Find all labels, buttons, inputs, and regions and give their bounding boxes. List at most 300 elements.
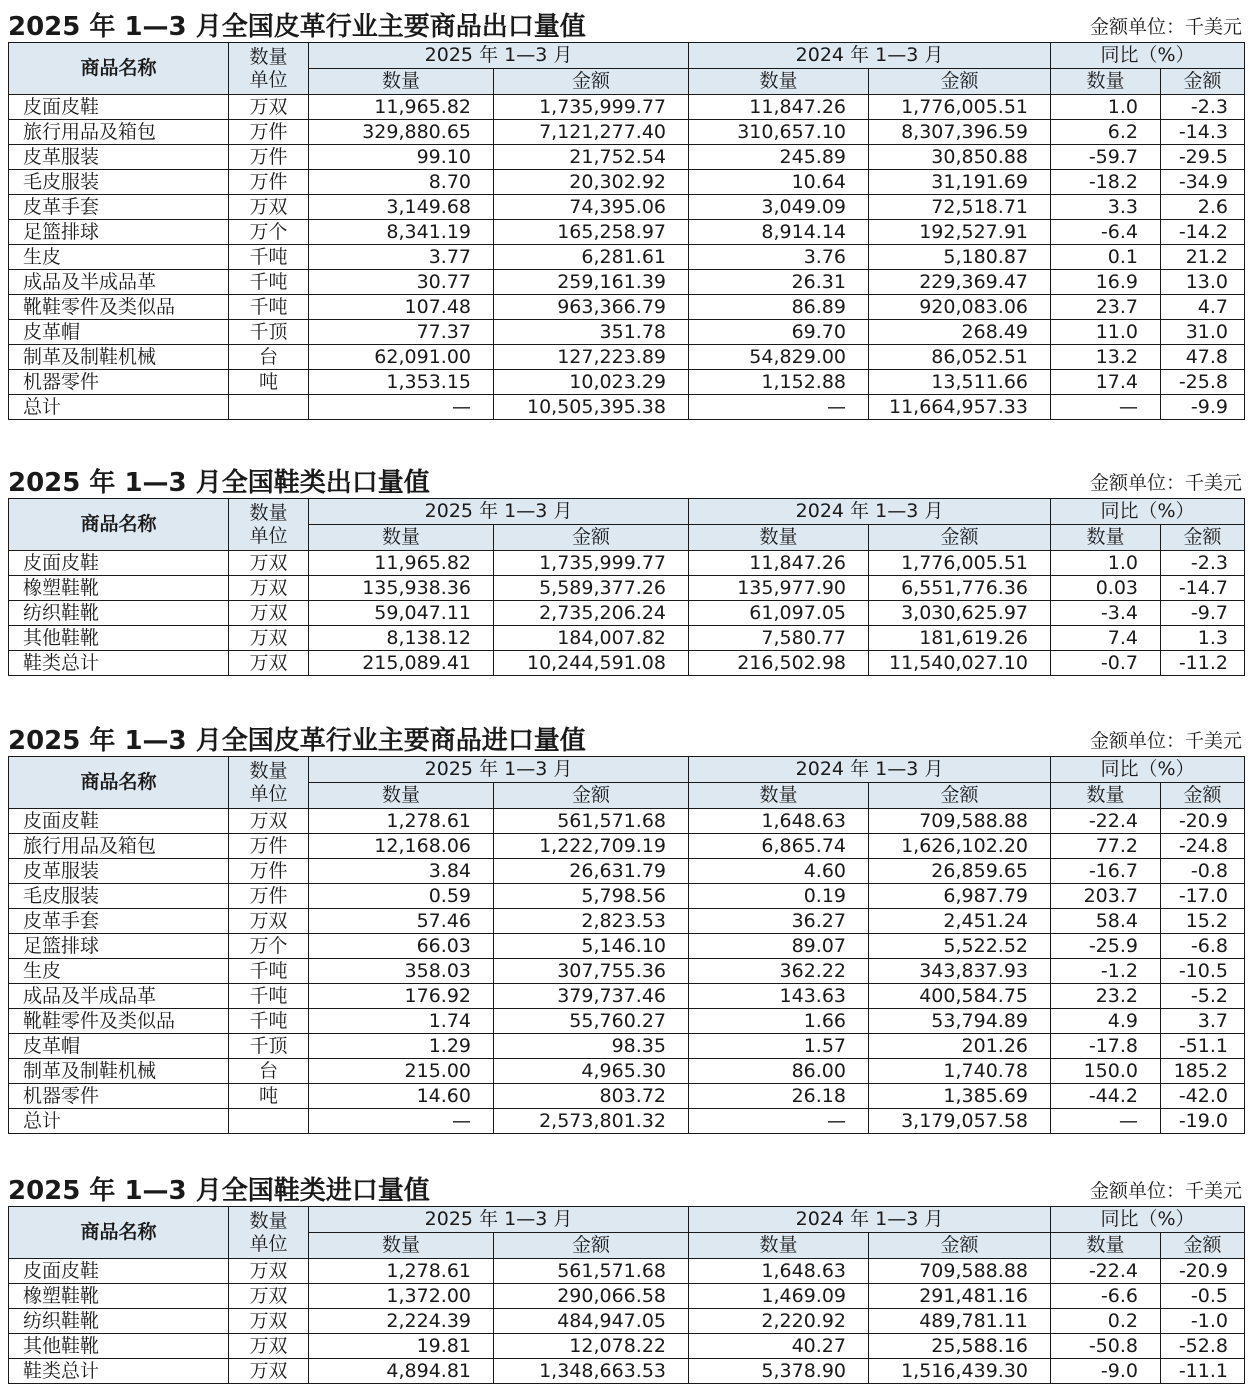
quantity-2024-cell: 2,220.92 bbox=[689, 1309, 869, 1334]
amount-2024-cell: 1,776,005.51 bbox=[869, 551, 1051, 576]
product-name-cell: 纺织鞋靴 bbox=[9, 601, 229, 626]
unit-cell: 万双 bbox=[229, 601, 309, 626]
yoy-quantity-cell: -25.9 bbox=[1051, 934, 1161, 959]
table-row bbox=[9, 320, 1245, 345]
amount-2025-cell: 2,823.53 bbox=[494, 909, 689, 934]
product-name-cell: 制革及制鞋机械 bbox=[9, 1059, 229, 1084]
quantity-2025-cell: 176.92 bbox=[309, 984, 494, 1009]
amount-2025-cell: 127,223.89 bbox=[494, 345, 689, 370]
product-name-cell: 机器零件 bbox=[9, 1084, 229, 1109]
amount-2024-cell: 400,584.75 bbox=[869, 984, 1051, 1009]
amount-2025-cell: 12,078.22 bbox=[494, 1334, 689, 1359]
header-product-name: 商品名称 bbox=[9, 1207, 229, 1259]
amount-2025-cell: 290,066.58 bbox=[494, 1284, 689, 1309]
yoy-quantity-cell: -22.4 bbox=[1051, 809, 1161, 834]
quantity-2025-cell: 99.10 bbox=[309, 145, 494, 170]
quantity-2024-cell: 3.76 bbox=[689, 245, 869, 270]
header-period-2024: 2024 年 1—3 月 bbox=[689, 757, 1051, 783]
product-name-cell: 毛皮服装 bbox=[9, 170, 229, 195]
yoy-quantity-cell: 0.2 bbox=[1051, 1309, 1161, 1334]
header-yoy: 同比（%） bbox=[1051, 43, 1245, 69]
quantity-2025-cell: 358.03 bbox=[309, 959, 494, 984]
unit-cell: 万双 bbox=[229, 1284, 309, 1309]
unit-cell: 万双 bbox=[229, 576, 309, 601]
table-row bbox=[9, 1084, 1245, 1109]
unit-cell: 万件 bbox=[229, 859, 309, 884]
product-name-cell: 橡塑鞋靴 bbox=[9, 1284, 229, 1309]
product-name-cell: 总计 bbox=[9, 395, 229, 420]
yoy-quantity-cell: -50.8 bbox=[1051, 1334, 1161, 1359]
unit-cell: 万双 bbox=[229, 195, 309, 220]
unit-cell: 千吨 bbox=[229, 984, 309, 1009]
table-row bbox=[9, 834, 1245, 859]
product-name-cell: 靴鞋零件及类似品 bbox=[9, 295, 229, 320]
unit-cell: 万双 bbox=[229, 1259, 309, 1284]
yoy-amount-cell: 31.0 bbox=[1161, 320, 1245, 345]
yoy-quantity-cell: 23.7 bbox=[1051, 295, 1161, 320]
product-name-cell: 皮革帽 bbox=[9, 320, 229, 345]
unit-cell: 万件 bbox=[229, 120, 309, 145]
table-title: 2025 年 1—3 月全国皮革行业主要商品出口量值 bbox=[8, 12, 586, 42]
quantity-2025-cell: 8.70 bbox=[309, 170, 494, 195]
amount-2025-cell: 10,505,395.38 bbox=[494, 395, 689, 420]
yoy-quantity-cell: -0.7 bbox=[1051, 651, 1161, 676]
header-quantity: 数量 bbox=[309, 783, 494, 809]
amount-2024-cell: 268.49 bbox=[869, 320, 1051, 345]
quantity-2024-cell: 362.22 bbox=[689, 959, 869, 984]
quantity-2025-cell: 1.74 bbox=[309, 1009, 494, 1034]
yoy-quantity-cell: 13.2 bbox=[1051, 345, 1161, 370]
amount-unit-note: 金额单位：千美元 bbox=[1089, 472, 1242, 494]
header-yoy: 同比（%） bbox=[1051, 757, 1245, 783]
yoy-amount-cell: 3.7 bbox=[1161, 1009, 1245, 1034]
amount-2024-cell: 291,481.16 bbox=[869, 1284, 1051, 1309]
amount-2025-cell: 5,589,377.26 bbox=[494, 576, 689, 601]
yoy-quantity-cell: -44.2 bbox=[1051, 1084, 1161, 1109]
header-yoy: 同比（%） bbox=[1051, 1207, 1245, 1233]
quantity-2024-cell: 245.89 bbox=[689, 145, 869, 170]
amount-unit-note: 金额单位：千美元 bbox=[1089, 16, 1242, 38]
unit-cell: 台 bbox=[229, 1059, 309, 1084]
table-row bbox=[9, 195, 1245, 220]
product-name-cell: 皮革手套 bbox=[9, 195, 229, 220]
amount-2024-cell: 13,511.66 bbox=[869, 370, 1051, 395]
amount-2025-cell: 21,752.54 bbox=[494, 145, 689, 170]
amount-2024-cell: 26,859.65 bbox=[869, 859, 1051, 884]
quantity-2025-cell: 19.81 bbox=[309, 1334, 494, 1359]
yoy-amount-cell: -14.3 bbox=[1161, 120, 1245, 145]
product-name-cell: 机器零件 bbox=[9, 370, 229, 395]
table-header bbox=[9, 757, 1245, 809]
table-row bbox=[9, 651, 1245, 676]
header-quantity: 数量 bbox=[689, 69, 869, 95]
amount-2024-cell: 5,522.52 bbox=[869, 934, 1051, 959]
yoy-quantity-cell: -6.6 bbox=[1051, 1284, 1161, 1309]
amount-2024-cell: 709,588.88 bbox=[869, 809, 1051, 834]
product-name-cell: 旅行用品及箱包 bbox=[9, 120, 229, 145]
header-unit-line1: 数量 bbox=[249, 45, 288, 68]
amount-2024-cell: 31,191.69 bbox=[869, 170, 1051, 195]
yoy-quantity-cell: 1.0 bbox=[1051, 95, 1161, 120]
yoy-quantity-cell: 6.2 bbox=[1051, 120, 1161, 145]
table-title: 2025 年 1—3 月全国鞋类进口量值 bbox=[8, 1176, 430, 1206]
header-amount: 金额 bbox=[869, 1233, 1051, 1259]
quantity-2024-cell: 8,914.14 bbox=[689, 220, 869, 245]
yoy-quantity-cell: 1.0 bbox=[1051, 551, 1161, 576]
yoy-amount-cell: 4.7 bbox=[1161, 295, 1245, 320]
product-name-cell: 其他鞋靴 bbox=[9, 1334, 229, 1359]
table-row bbox=[9, 1359, 1245, 1384]
table-row bbox=[9, 1034, 1245, 1059]
header-quantity-unit bbox=[229, 1207, 309, 1259]
quantity-2025-cell: 8,138.12 bbox=[309, 626, 494, 651]
yoy-amount-cell: -25.8 bbox=[1161, 370, 1245, 395]
yoy-amount-cell: -52.8 bbox=[1161, 1334, 1245, 1359]
header-quantity-unit bbox=[229, 757, 309, 809]
yoy-amount-cell: 15.2 bbox=[1161, 909, 1245, 934]
yoy-quantity-cell: 58.4 bbox=[1051, 909, 1161, 934]
amount-2025-cell: 351.78 bbox=[494, 320, 689, 345]
yoy-quantity-cell: -59.7 bbox=[1051, 145, 1161, 170]
amount-2024-cell: 920,083.06 bbox=[869, 295, 1051, 320]
amount-2025-cell: 963,366.79 bbox=[494, 295, 689, 320]
header-unit-line1: 数量 bbox=[249, 501, 288, 524]
product-name-cell: 鞋类总计 bbox=[9, 1359, 229, 1384]
unit-cell: 万件 bbox=[229, 884, 309, 909]
data-table bbox=[8, 756, 1245, 1134]
yoy-amount-cell: 47.8 bbox=[1161, 345, 1245, 370]
yoy-quantity-cell: 3.3 bbox=[1051, 195, 1161, 220]
yoy-quantity-cell: 77.2 bbox=[1051, 834, 1161, 859]
section-header bbox=[0, 716, 1250, 756]
table-section bbox=[0, 2, 1250, 418]
quantity-2024-cell: 40.27 bbox=[689, 1334, 869, 1359]
quantity-2025-cell: 62,091.00 bbox=[309, 345, 494, 370]
quantity-2024-cell: 54,829.00 bbox=[689, 345, 869, 370]
amount-2024-cell: 709,588.88 bbox=[869, 1259, 1051, 1284]
amount-2025-cell: 5,798.56 bbox=[494, 884, 689, 909]
header-quantity-unit bbox=[229, 43, 309, 95]
table-row bbox=[9, 551, 1245, 576]
amount-2024-cell: 86,052.51 bbox=[869, 345, 1051, 370]
quantity-2025-cell: 12,168.06 bbox=[309, 834, 494, 859]
yoy-quantity-cell: -6.4 bbox=[1051, 220, 1161, 245]
table-row bbox=[9, 345, 1245, 370]
yoy-quantity-cell: 7.4 bbox=[1051, 626, 1161, 651]
quantity-2025-cell: 215.00 bbox=[309, 1059, 494, 1084]
yoy-amount-cell: 185.2 bbox=[1161, 1059, 1245, 1084]
quantity-2024-cell: 26.31 bbox=[689, 270, 869, 295]
yoy-amount-cell: -34.9 bbox=[1161, 170, 1245, 195]
quantity-2025-cell: 1,372.00 bbox=[309, 1284, 494, 1309]
yoy-amount-cell: 21.2 bbox=[1161, 245, 1245, 270]
yoy-amount-cell: 1.3 bbox=[1161, 626, 1245, 651]
quantity-2025-cell: 30.77 bbox=[309, 270, 494, 295]
unit-cell: 万件 bbox=[229, 834, 309, 859]
yoy-amount-cell: -14.2 bbox=[1161, 220, 1245, 245]
unit-cell: 万双 bbox=[229, 809, 309, 834]
yoy-quantity-cell: -16.7 bbox=[1051, 859, 1161, 884]
quantity-2025-cell: 3.77 bbox=[309, 245, 494, 270]
quantity-2024-cell: 0.19 bbox=[689, 884, 869, 909]
yoy-quantity-cell: -9.0 bbox=[1051, 1359, 1161, 1384]
product-name-cell: 成品及半成品革 bbox=[9, 984, 229, 1009]
quantity-2024-cell: 1.57 bbox=[689, 1034, 869, 1059]
header-amount: 金额 bbox=[494, 783, 689, 809]
yoy-quantity-cell: — bbox=[1051, 395, 1161, 420]
product-name-cell: 其他鞋靴 bbox=[9, 626, 229, 651]
quantity-2024-cell: 6,865.74 bbox=[689, 834, 869, 859]
yoy-quantity-cell: 150.0 bbox=[1051, 1059, 1161, 1084]
quantity-2024-cell: 11,847.26 bbox=[689, 95, 869, 120]
amount-2025-cell: 379,737.46 bbox=[494, 984, 689, 1009]
amount-2024-cell: 6,987.79 bbox=[869, 884, 1051, 909]
header-period-2024: 2024 年 1—3 月 bbox=[689, 43, 1051, 69]
unit-cell: 吨 bbox=[229, 1084, 309, 1109]
unit-cell: 吨 bbox=[229, 370, 309, 395]
unit-cell: 千顶 bbox=[229, 320, 309, 345]
amount-2024-cell: 1,516,439.30 bbox=[869, 1359, 1051, 1384]
header-unit-line1: 数量 bbox=[249, 1209, 288, 1232]
product-name-cell: 皮面皮鞋 bbox=[9, 1259, 229, 1284]
yoy-quantity-cell: 0.03 bbox=[1051, 576, 1161, 601]
amount-2025-cell: 1,222,709.19 bbox=[494, 834, 689, 859]
header-quantity: 数量 bbox=[1051, 69, 1161, 95]
amount-2025-cell: 561,571.68 bbox=[494, 1259, 689, 1284]
table-row bbox=[9, 370, 1245, 395]
table-row bbox=[9, 959, 1245, 984]
product-name-cell: 鞋类总计 bbox=[9, 651, 229, 676]
amount-2024-cell: 25,588.16 bbox=[869, 1334, 1051, 1359]
header-quantity: 数量 bbox=[1051, 525, 1161, 551]
product-name-cell: 足篮排球 bbox=[9, 220, 229, 245]
amount-2025-cell: 1,735,999.77 bbox=[494, 551, 689, 576]
quantity-2024-cell: 216,502.98 bbox=[689, 651, 869, 676]
unit-cell: 万件 bbox=[229, 145, 309, 170]
header-quantity: 数量 bbox=[309, 69, 494, 95]
header-period-2025: 2025 年 1—3 月 bbox=[309, 43, 689, 69]
header-quantity: 数量 bbox=[1051, 1233, 1161, 1259]
unit-cell: 万个 bbox=[229, 934, 309, 959]
unit-cell: 千吨 bbox=[229, 295, 309, 320]
header-amount: 金额 bbox=[1161, 1233, 1245, 1259]
header-amount: 金额 bbox=[869, 69, 1051, 95]
quantity-2024-cell: 89.07 bbox=[689, 934, 869, 959]
table-row bbox=[9, 884, 1245, 909]
header-unit-line1: 数量 bbox=[249, 759, 288, 782]
quantity-2025-cell: 329,880.65 bbox=[309, 120, 494, 145]
table-section bbox=[0, 716, 1250, 1132]
header-quantity: 数量 bbox=[1051, 783, 1161, 809]
table-row bbox=[9, 1259, 1245, 1284]
yoy-amount-cell: -0.5 bbox=[1161, 1284, 1245, 1309]
quantity-2024-cell: 36.27 bbox=[689, 909, 869, 934]
quantity-2024-cell: 135,977.90 bbox=[689, 576, 869, 601]
quantity-2025-cell: 59,047.11 bbox=[309, 601, 494, 626]
yoy-amount-cell: -51.1 bbox=[1161, 1034, 1245, 1059]
yoy-quantity-cell: 17.4 bbox=[1051, 370, 1161, 395]
amount-2025-cell: 7,121,277.40 bbox=[494, 120, 689, 145]
amount-2024-cell: 3,030,625.97 bbox=[869, 601, 1051, 626]
header-product-name: 商品名称 bbox=[9, 757, 229, 809]
amount-2025-cell: 2,573,801.32 bbox=[494, 1109, 689, 1134]
quantity-2024-cell: 61,097.05 bbox=[689, 601, 869, 626]
amount-2025-cell: 4,965.30 bbox=[494, 1059, 689, 1084]
quantity-2024-cell: — bbox=[689, 395, 869, 420]
amount-2024-cell: 11,664,957.33 bbox=[869, 395, 1051, 420]
amount-2024-cell: 53,794.89 bbox=[869, 1009, 1051, 1034]
unit-cell: 万个 bbox=[229, 220, 309, 245]
quantity-2024-cell: 310,657.10 bbox=[689, 120, 869, 145]
section-header bbox=[0, 2, 1250, 42]
table-row bbox=[9, 809, 1245, 834]
product-name-cell: 皮面皮鞋 bbox=[9, 809, 229, 834]
quantity-2025-cell: 4,894.81 bbox=[309, 1359, 494, 1384]
table-row bbox=[9, 576, 1245, 601]
header-amount: 金额 bbox=[494, 69, 689, 95]
quantity-2024-cell: 3,049.09 bbox=[689, 195, 869, 220]
unit-cell: 万件 bbox=[229, 170, 309, 195]
amount-2025-cell: 259,161.39 bbox=[494, 270, 689, 295]
header-quantity: 数量 bbox=[689, 525, 869, 551]
product-name-cell: 总计 bbox=[9, 1109, 229, 1134]
unit-cell: 万双 bbox=[229, 651, 309, 676]
unit-cell: 万双 bbox=[229, 909, 309, 934]
quantity-2024-cell: 11,847.26 bbox=[689, 551, 869, 576]
yoy-amount-cell: -19.0 bbox=[1161, 1109, 1245, 1134]
header-unit-line2: 单位 bbox=[249, 1232, 288, 1255]
quantity-2025-cell: 107.48 bbox=[309, 295, 494, 320]
product-name-cell: 靴鞋零件及类似品 bbox=[9, 1009, 229, 1034]
quantity-2025-cell: 14.60 bbox=[309, 1084, 494, 1109]
quantity-2025-cell: 1,278.61 bbox=[309, 809, 494, 834]
unit-cell: 千吨 bbox=[229, 959, 309, 984]
quantity-2024-cell: 10.64 bbox=[689, 170, 869, 195]
quantity-2025-cell: — bbox=[309, 1109, 494, 1134]
table-row bbox=[9, 120, 1245, 145]
amount-2024-cell: 229,369.47 bbox=[869, 270, 1051, 295]
amount-2024-cell: 1,776,005.51 bbox=[869, 95, 1051, 120]
amount-2025-cell: 2,735,206.24 bbox=[494, 601, 689, 626]
amount-2025-cell: 1,735,999.77 bbox=[494, 95, 689, 120]
quantity-2024-cell: 143.63 bbox=[689, 984, 869, 1009]
header-unit-line2: 单位 bbox=[249, 68, 288, 91]
unit-cell: 千吨 bbox=[229, 270, 309, 295]
table-row bbox=[9, 295, 1245, 320]
quantity-2025-cell: 2,224.39 bbox=[309, 1309, 494, 1334]
table-row bbox=[9, 1059, 1245, 1084]
quantity-2025-cell: 8,341.19 bbox=[309, 220, 494, 245]
amount-2025-cell: 5,146.10 bbox=[494, 934, 689, 959]
quantity-2024-cell: 1.66 bbox=[689, 1009, 869, 1034]
amount-2025-cell: 803.72 bbox=[494, 1084, 689, 1109]
unit-cell: 万双 bbox=[229, 95, 309, 120]
table-row bbox=[9, 145, 1245, 170]
quantity-2024-cell: 1,469.09 bbox=[689, 1284, 869, 1309]
table-row bbox=[9, 984, 1245, 1009]
yoy-quantity-cell: 16.9 bbox=[1051, 270, 1161, 295]
product-name-cell: 皮革服装 bbox=[9, 859, 229, 884]
amount-2025-cell: 98.35 bbox=[494, 1034, 689, 1059]
product-name-cell: 毛皮服装 bbox=[9, 884, 229, 909]
yoy-amount-cell: -29.5 bbox=[1161, 145, 1245, 170]
amount-2024-cell: 3,179,057.58 bbox=[869, 1109, 1051, 1134]
quantity-2025-cell: 11,965.82 bbox=[309, 95, 494, 120]
yoy-quantity-cell: -22.4 bbox=[1051, 1259, 1161, 1284]
table-header bbox=[9, 1207, 1245, 1259]
amount-2024-cell: 2,451.24 bbox=[869, 909, 1051, 934]
amount-2024-cell: 72,518.71 bbox=[869, 195, 1051, 220]
header-amount: 金额 bbox=[1161, 525, 1245, 551]
amount-2024-cell: 181,619.26 bbox=[869, 626, 1051, 651]
amount-2024-cell: 1,385.69 bbox=[869, 1084, 1051, 1109]
amount-2024-cell: 192,527.91 bbox=[869, 220, 1051, 245]
quantity-2024-cell: 86.00 bbox=[689, 1059, 869, 1084]
product-name-cell: 皮革服装 bbox=[9, 145, 229, 170]
quantity-2024-cell: 1,648.63 bbox=[689, 1259, 869, 1284]
yoy-amount-cell: -6.8 bbox=[1161, 934, 1245, 959]
yoy-quantity-cell: — bbox=[1051, 1109, 1161, 1134]
table-row bbox=[9, 859, 1245, 884]
quantity-2025-cell: — bbox=[309, 395, 494, 420]
yoy-quantity-cell: 23.2 bbox=[1051, 984, 1161, 1009]
yoy-amount-cell: -2.3 bbox=[1161, 551, 1245, 576]
product-name-cell: 皮革帽 bbox=[9, 1034, 229, 1059]
table-title: 2025 年 1—3 月全国鞋类出口量值 bbox=[8, 468, 430, 498]
table-row bbox=[9, 220, 1245, 245]
unit-cell: 千吨 bbox=[229, 245, 309, 270]
unit-cell: 千吨 bbox=[229, 1009, 309, 1034]
header-quantity: 数量 bbox=[689, 1233, 869, 1259]
header-yoy: 同比（%） bbox=[1051, 499, 1245, 525]
header-unit-line2: 单位 bbox=[249, 524, 288, 547]
yoy-amount-cell: 13.0 bbox=[1161, 270, 1245, 295]
quantity-2025-cell: 135,938.36 bbox=[309, 576, 494, 601]
data-table bbox=[8, 1206, 1245, 1384]
amount-2024-cell: 1,626,102.20 bbox=[869, 834, 1051, 859]
unit-cell: 台 bbox=[229, 345, 309, 370]
header-amount: 金额 bbox=[869, 525, 1051, 551]
quantity-2024-cell: 4.60 bbox=[689, 859, 869, 884]
header-quantity: 数量 bbox=[309, 1233, 494, 1259]
quantity-2025-cell: 1,353.15 bbox=[309, 370, 494, 395]
yoy-amount-cell: -17.0 bbox=[1161, 884, 1245, 909]
yoy-quantity-cell: -3.4 bbox=[1051, 601, 1161, 626]
amount-unit-note: 金额单位：千美元 bbox=[1089, 730, 1242, 752]
section-header bbox=[0, 458, 1250, 498]
header-amount: 金额 bbox=[1161, 783, 1245, 809]
quantity-2025-cell: 3.84 bbox=[309, 859, 494, 884]
product-name-cell: 成品及半成品革 bbox=[9, 270, 229, 295]
data-table bbox=[8, 42, 1245, 420]
header-period-2025: 2025 年 1—3 月 bbox=[309, 1207, 689, 1233]
table-row bbox=[9, 626, 1245, 651]
amount-2024-cell: 30,850.88 bbox=[869, 145, 1051, 170]
yoy-amount-cell: -0.8 bbox=[1161, 859, 1245, 884]
amount-2025-cell: 561,571.68 bbox=[494, 809, 689, 834]
header-quantity: 数量 bbox=[309, 525, 494, 551]
section-header bbox=[0, 1166, 1250, 1206]
quantity-2024-cell: 7,580.77 bbox=[689, 626, 869, 651]
table-row bbox=[9, 1009, 1245, 1034]
table-section bbox=[0, 1166, 1250, 1382]
amount-2025-cell: 26,631.79 bbox=[494, 859, 689, 884]
quantity-2024-cell: — bbox=[689, 1109, 869, 1134]
table-row bbox=[9, 95, 1245, 120]
amount-2025-cell: 484,947.05 bbox=[494, 1309, 689, 1334]
yoy-amount-cell: -5.2 bbox=[1161, 984, 1245, 1009]
yoy-quantity-cell: 203.7 bbox=[1051, 884, 1161, 909]
